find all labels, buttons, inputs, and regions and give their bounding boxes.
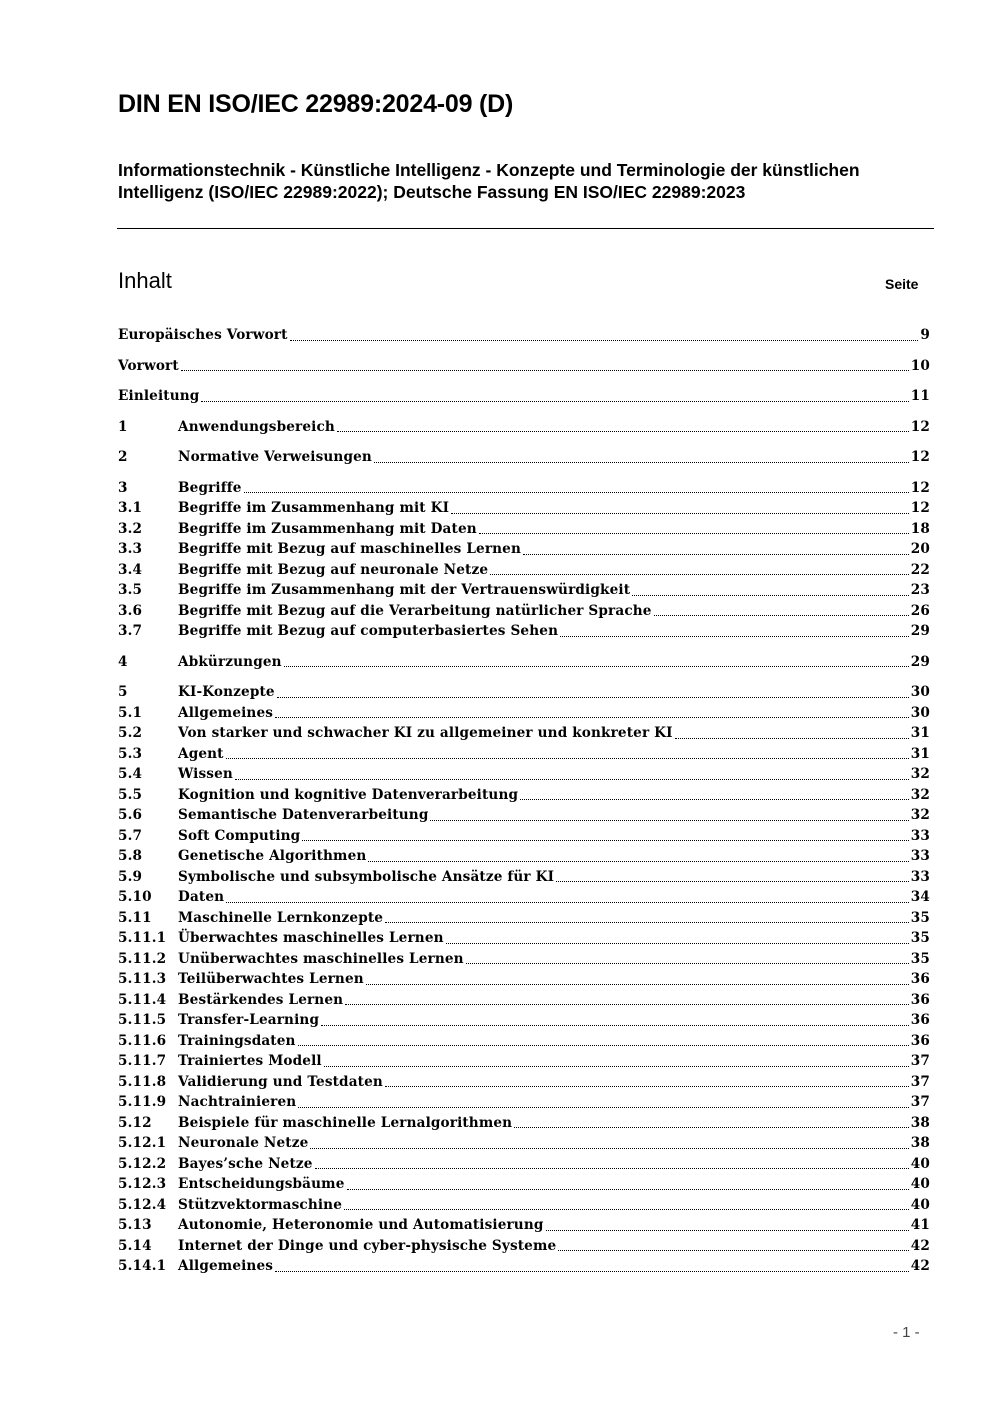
toc-entry-number: 5.14: [118, 1237, 152, 1254]
toc-dot-leader: [446, 943, 909, 944]
toc-entry-number: 5.11.4: [118, 991, 167, 1008]
toc-dot-leader: [558, 1250, 908, 1251]
toc-dot-leader: [490, 574, 909, 575]
toc-entry-number: 5.11.2: [118, 950, 167, 967]
toc-entry-page: 18: [910, 520, 930, 537]
toc-entry-title: Bestärkendes Lernen: [178, 991, 344, 1008]
title-divider: [117, 228, 934, 229]
toc-entry-number: 5.1: [118, 704, 143, 721]
toc-heading: Inhalt: [118, 268, 172, 293]
toc-dot-leader: [374, 462, 909, 463]
toc-entry-page: 36: [910, 1012, 930, 1028]
toc-dot-leader: [302, 840, 908, 841]
toc-entry[interactable]: [118, 560, 930, 581]
toc-entry-page: 35: [910, 950, 930, 967]
toc-entry-title: Trainiertes Modell: [178, 1053, 322, 1069]
toc-entry-page: 30: [910, 704, 930, 721]
toc-entry-title: Europäisches Vorwort: [118, 327, 288, 343]
toc-entry[interactable]: [118, 1051, 930, 1072]
toc-entry-number: 3.6: [118, 602, 143, 619]
toc-entry-title: Transfer-Learning: [178, 1012, 320, 1028]
toc-entry-page: 42: [910, 1237, 930, 1254]
toc-entry-title: Stützvektormaschine: [178, 1196, 343, 1213]
toc-entry[interactable]: [118, 703, 930, 724]
toc-entry-title: Wissen: [178, 766, 233, 782]
toc-entry-title: Unüberwachtes maschinelles Lernen: [178, 950, 464, 967]
toc-entry[interactable]: [118, 1195, 930, 1216]
toc-entry[interactable]: [118, 1174, 930, 1195]
toc-entry-title: Teilüberwachtes Lernen: [178, 971, 364, 987]
toc-dot-leader: [298, 1045, 909, 1046]
toc-entry[interactable]: [118, 785, 930, 806]
toc-entry-page: 35: [910, 930, 930, 946]
toc-entry-title: Internet der Dinge und cyber-physische Systeme: [178, 1237, 557, 1254]
toc-entry-title: Begriffe im Zusammenhang mit KI: [178, 500, 450, 516]
toc-entry[interactable]: [118, 356, 930, 377]
toc-dot-leader: [556, 881, 909, 882]
toc-entry-page: 40: [910, 1176, 930, 1192]
toc-entry-number: 3.7: [118, 623, 143, 639]
toc-entry-page: 42: [910, 1258, 930, 1274]
toc-entry-title: Überwachtes maschinelles Lernen: [178, 930, 444, 946]
toc-entry-page: 35: [910, 909, 930, 926]
toc-entry-number: 3: [118, 479, 128, 496]
toc-dot-leader: [514, 1127, 909, 1128]
toc-dot-leader: [321, 1025, 909, 1026]
toc-entry-title: Kognition und kognitive Datenverarbeitung: [178, 786, 519, 803]
toc-entry[interactable]: [118, 1010, 930, 1031]
toc-dot-leader: [226, 902, 909, 903]
toc-entry[interactable]: [118, 325, 930, 346]
document-subtitle: Informationstechnik - Künstliche Intelligenz - Konzepte und Terminologie der künstlichen Intelligenz (ISO/IEC 22989:2022); Deutsche Fassung EN ISO/IEC 22989:2023: [118, 160, 860, 202]
toc-dot-leader: [244, 492, 909, 493]
toc-dot-leader: [368, 861, 908, 862]
toc-dot-leader: [347, 1189, 909, 1190]
toc-entry-number: 5.2: [118, 725, 143, 741]
toc-entry-page: 38: [910, 1114, 930, 1131]
toc-dot-leader: [290, 340, 919, 341]
toc-entry[interactable]: [118, 386, 930, 407]
toc-entry[interactable]: [118, 652, 930, 673]
toc-dot-leader: [310, 1148, 908, 1149]
toc-entry[interactable]: [118, 969, 930, 990]
toc-entry-number: 5.5: [118, 786, 143, 803]
toc-dot-leader: [479, 533, 909, 534]
toc-entry-number: 5.14.1: [118, 1258, 167, 1274]
toc-entry[interactable]: [118, 887, 930, 908]
toc-entry-title: Maschinelle Lernkonzepte: [178, 909, 384, 926]
toc-dot-leader: [654, 615, 909, 616]
toc-entry-page: 36: [910, 971, 930, 987]
toc-entry-title: Begriffe mit Bezug auf maschinelles Lernen: [178, 541, 522, 557]
toc-entry-number: 1: [118, 418, 128, 435]
toc-entry-title: Von starker und schwacher KI zu allgemeiner und konkreter KI: [178, 725, 673, 741]
toc-dot-leader: [324, 1066, 909, 1067]
toc-dot-leader: [520, 799, 909, 800]
toc-entry-title: Einleitung: [118, 388, 200, 404]
toc-entry-title: Genetische Algorithmen: [178, 848, 367, 864]
toc-dot-leader: [201, 401, 908, 402]
document-title: DIN EN ISO/IEC 22989:2024-09 (D): [118, 90, 514, 118]
toc-entry[interactable]: [118, 1031, 930, 1052]
toc-entry-number: 3.1: [118, 500, 143, 516]
toc-entry-page: 34: [910, 889, 930, 905]
toc-entry[interactable]: [118, 826, 930, 847]
toc-dot-leader: [337, 431, 909, 432]
toc-entry-page: 26: [910, 602, 930, 619]
toc-entry-number: 5.10: [118, 889, 152, 905]
toc-entry[interactable]: [118, 498, 930, 519]
toc-entry-number: 5.12.3: [118, 1176, 167, 1192]
toc-entry-page: 12: [910, 418, 930, 435]
toc-dot-leader: [385, 1086, 909, 1087]
toc-dot-leader: [366, 984, 909, 985]
toc-entry[interactable]: [118, 949, 930, 970]
toc-entry-number: 5.11.8: [118, 1073, 167, 1090]
toc-entry-title: Semantische Datenverarbeitung: [178, 807, 429, 823]
toc-entry-page: 37: [910, 1094, 930, 1110]
toc-entry-page: 29: [910, 653, 930, 670]
toc-dot-leader: [385, 922, 909, 923]
toc-entry[interactable]: [118, 723, 930, 744]
toc-entry-title: Autonomie, Heteronomie und Automatisierung: [178, 1217, 544, 1233]
toc-entry[interactable]: [118, 1092, 930, 1113]
toc-entry[interactable]: [118, 805, 930, 826]
toc-dot-leader: [277, 697, 909, 698]
toc-entry-number: 5.3: [118, 745, 143, 762]
toc-entry-page: 10: [910, 357, 930, 374]
toc-entry-page: 29: [910, 623, 930, 639]
toc-entry-page: 11: [910, 388, 930, 404]
page-number: - 1 -: [893, 1324, 920, 1341]
toc-entry-title: Begriffe: [178, 479, 242, 496]
toc-entry-page: 12: [910, 449, 930, 465]
toc-entry-title: Anwendungsbereich: [178, 418, 335, 435]
toc-entry[interactable]: [118, 447, 930, 468]
toc-entry-page: 40: [910, 1155, 930, 1172]
toc-entry-page: 32: [910, 807, 930, 823]
toc-dot-leader: [275, 717, 909, 718]
toc-dot-leader: [523, 554, 909, 555]
toc-entry[interactable]: [118, 990, 930, 1011]
toc-entry-number: 5.11.7: [118, 1053, 167, 1069]
toc-entry[interactable]: [118, 764, 930, 785]
toc-entry[interactable]: [118, 478, 930, 499]
toc-entry-number: 5.11.6: [118, 1032, 167, 1049]
toc-entry-title: Agent: [178, 745, 224, 762]
toc-entry-number: 5.7: [118, 827, 143, 844]
toc-entry-title: Nachtrainieren: [178, 1094, 297, 1110]
toc-entry[interactable]: [118, 1215, 930, 1236]
toc-entry-title: Soft Computing: [178, 827, 301, 844]
toc-dot-leader: [315, 1168, 909, 1169]
toc-dot-leader: [344, 1209, 909, 1210]
toc-entry-page: 33: [910, 868, 930, 885]
toc-entry[interactable]: [118, 846, 930, 867]
toc-entry-number: 3.2: [118, 520, 143, 537]
toc-entry[interactable]: [118, 867, 930, 888]
toc-entry-page: 9: [920, 327, 930, 343]
toc-entry-title: Allgemeines: [178, 1258, 274, 1274]
toc-entry-title: Begriffe mit Bezug auf die Verarbeitung natürlicher Sprache: [178, 602, 652, 619]
toc-entry-page: 31: [910, 725, 930, 741]
toc-entry-page: 40: [910, 1196, 930, 1213]
toc-page-column-heading: Seite: [885, 276, 919, 292]
toc-entry[interactable]: [118, 1113, 930, 1134]
toc-entry-title: KI-Konzepte: [178, 684, 275, 700]
toc-entry-number: 5.12.2: [118, 1155, 167, 1172]
toc-entry-page: 33: [910, 827, 930, 844]
toc-entry-number: 3.3: [118, 541, 143, 557]
toc-entry-number: 3.4: [118, 561, 143, 578]
toc-entry-number: 5.8: [118, 848, 143, 864]
toc-dot-leader: [430, 820, 908, 821]
toc-dot-leader: [345, 1004, 909, 1005]
toc-entry-number: 5.11.1: [118, 930, 167, 946]
toc-entry-number: 5.11.5: [118, 1012, 167, 1028]
toc-entry-title: Abkürzungen: [178, 653, 282, 670]
toc-entry[interactable]: [118, 928, 930, 949]
toc-entry-page: 37: [910, 1053, 930, 1069]
toc-entry-title: Neuronale Netze: [178, 1135, 309, 1151]
toc-entry-page: 38: [910, 1135, 930, 1151]
toc-entry-page: 12: [910, 479, 930, 496]
toc-entry-number: 5.12.1: [118, 1135, 167, 1151]
toc-dot-leader: [181, 370, 909, 371]
toc-entry-title: Entscheidungsbäume: [178, 1176, 345, 1192]
toc-entry-number: 4: [118, 653, 128, 670]
toc-entry[interactable]: [118, 417, 930, 438]
toc-entry-number: 5.12: [118, 1114, 152, 1131]
toc-entry-title: Normative Verweisungen: [178, 449, 372, 465]
toc-entry[interactable]: [118, 1256, 930, 1277]
toc-entry-number: 5.13: [118, 1217, 152, 1233]
toc-entry-title: Daten: [178, 889, 225, 905]
toc-entry-number: 5.9: [118, 868, 143, 885]
toc-entry[interactable]: [118, 601, 930, 622]
toc-entry-title: Validierung und Testdaten: [178, 1073, 383, 1090]
toc-entry[interactable]: [118, 682, 930, 703]
toc-entry-page: 33: [910, 848, 930, 864]
table-of-contents: [118, 325, 930, 1277]
toc-entry-number: 2: [118, 449, 128, 465]
toc-entry-page: 23: [910, 582, 930, 598]
toc-dot-leader: [675, 738, 909, 739]
toc-entry-number: 5.6: [118, 807, 143, 823]
toc-entry-number: 5.11: [118, 909, 152, 926]
toc-entry-title: Beispiele für maschinelle Lernalgorithmen: [178, 1114, 513, 1131]
toc-entry-page: 31: [910, 745, 930, 762]
toc-entry-number: 5.11.3: [118, 971, 167, 987]
toc-entry-number: 5.12.4: [118, 1196, 167, 1213]
toc-entry-title: Begriffe im Zusammenhang mit der Vertrauenswürdigkeit: [178, 582, 631, 598]
toc-entry[interactable]: [118, 908, 930, 929]
toc-entry[interactable]: [118, 580, 930, 601]
toc-entry-title: Trainingsdaten: [178, 1032, 296, 1049]
toc-entry-title: Begriffe mit Bezug auf neuronale Netze: [178, 561, 489, 578]
toc-dot-leader: [275, 1271, 909, 1272]
toc-entry[interactable]: [118, 744, 930, 765]
toc-entry-title: Allgemeines: [178, 704, 274, 721]
toc-dot-leader: [298, 1107, 908, 1108]
toc-entry-page: 41: [910, 1217, 930, 1233]
toc-entry-page: 36: [910, 991, 930, 1008]
toc-entry-title: Begriffe im Zusammenhang mit Daten: [178, 520, 477, 537]
toc-entry-title: Symbolische und subsymbolische Ansätze für KI: [178, 868, 555, 885]
toc-entry-page: 32: [910, 786, 930, 803]
toc-dot-leader: [466, 963, 909, 964]
toc-entry-number: 3.5: [118, 582, 143, 598]
toc-entry-title: Begriffe mit Bezug auf computerbasiertes Sehen: [178, 623, 559, 639]
toc-dot-leader: [560, 636, 909, 637]
toc-entry[interactable]: [118, 519, 930, 540]
toc-entry-page: 22: [910, 561, 930, 578]
toc-dot-leader: [546, 1230, 909, 1231]
toc-entry-page: 32: [910, 766, 930, 782]
toc-dot-leader: [632, 595, 909, 596]
toc-entry[interactable]: [118, 621, 930, 642]
toc-dot-leader: [226, 758, 909, 759]
toc-entry[interactable]: [118, 539, 930, 560]
toc-entry-page: 12: [910, 500, 930, 516]
toc-entry-page: 20: [910, 541, 930, 557]
toc-dot-leader: [451, 513, 909, 514]
toc-entry-page: 37: [910, 1073, 930, 1090]
toc-entry-page: 30: [910, 684, 930, 700]
toc-entry-page: 36: [910, 1032, 930, 1049]
toc-entry[interactable]: [118, 1072, 930, 1093]
toc-entry-title: Bayes’sche Netze: [178, 1155, 313, 1172]
toc-dot-leader: [235, 779, 909, 780]
toc-entry-title: Vorwort: [118, 357, 179, 374]
toc-dot-leader: [284, 666, 909, 667]
toc-entry-number: 5: [118, 684, 128, 700]
toc-entry-number: 5.11.9: [118, 1094, 167, 1110]
toc-entry-number: 5.4: [118, 766, 143, 782]
toc-entry[interactable]: [118, 1133, 930, 1154]
toc-entry[interactable]: [118, 1236, 930, 1257]
toc-entry[interactable]: [118, 1154, 930, 1175]
